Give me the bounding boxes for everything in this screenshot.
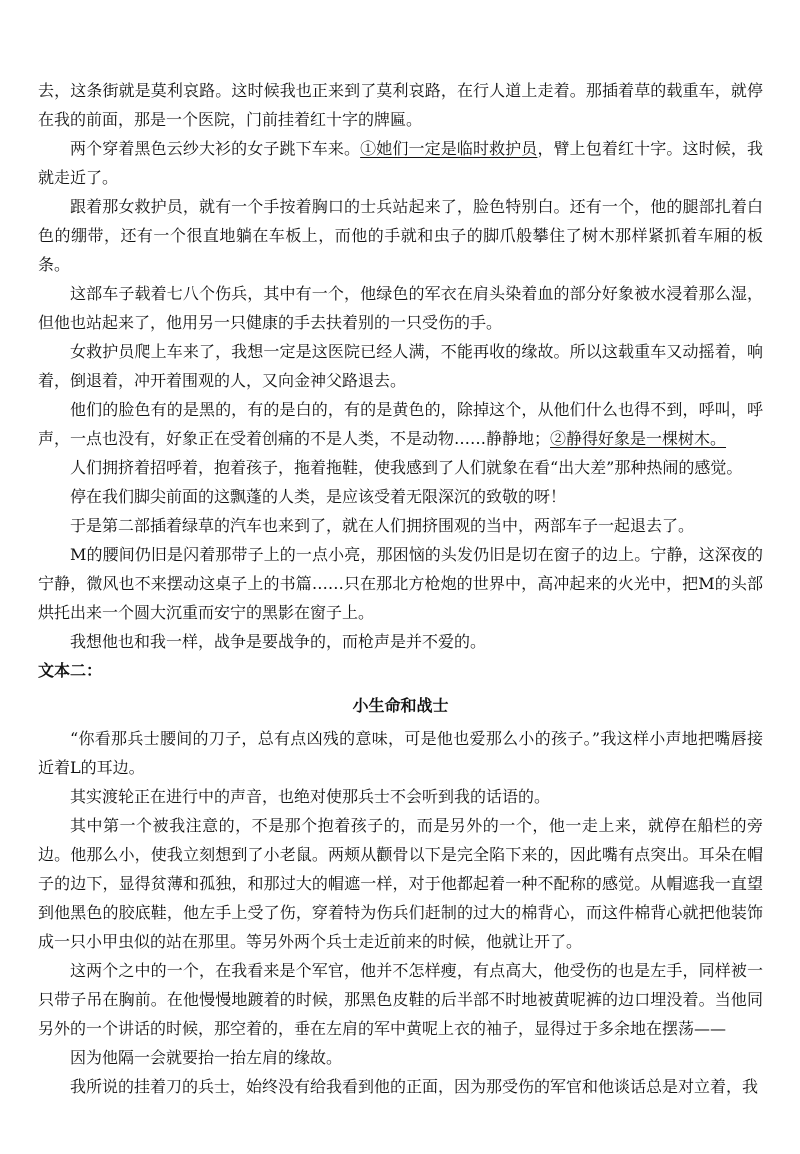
p2-before: 两个穿着黑色云纱大衫的女子跳下车来。: [70, 139, 361, 158]
p6-before: 他们的脸色有的是黑的，有的是白的，有的是黄色的，除掉这个，从他们什么也得不到，呼叫，呼声，一点也没有，好象正在受着创痛的不是人类，不是动物……静静地；: [38, 400, 763, 448]
text1-paragraph-1: 去，这条街就是莫利哀路。这时候我也正来到了莫利哀路，在行人道上走着。那插着草的载重车，就停在我的前面，那是一个医院，门前挂着红十字的牌匾。: [38, 81, 763, 129]
text2-title: 小生命和战士: [352, 696, 449, 715]
text1-paragraph-4: 这部车子载着七八个伤兵，其中有一个，他绿色的军衣在肩头染着血的部分好象被水浸着那么湿，但他也站起来了，他用另一只健康的手去扶着别的一只受伤的手。: [38, 284, 763, 332]
underlined-sentence-2: ②静得好象是一棵树木。: [550, 429, 727, 448]
text1-paragraph-3: 跟着那女救护员，就有一个手按着胸口的士兵站起来了，脸色特别白。还有一个，他的腿部扎着白色的绷带，还有一个很直地躺在车板上，而他的手就和虫子的脚爪般攀住了树木那样紧抓着车厢的板条。: [38, 197, 763, 274]
text1-paragraph-8: 停在我们脚尖前面的这飘蓬的人类，是应该受着无限深沉的致敬的呀！: [70, 487, 567, 506]
underlined-sentence-1: ①她们一定是临时救护员: [360, 139, 538, 158]
document-page: [38, 76, 763, 1101]
text2-paragraph-4: 这两个之中的一个，在我看来是个军官，他并不怎样瘦，有点高大，他受伤的也是左手，同样被一只带子吊在胸前。在他慢慢地踱着的时候，那黑色皮鞋的后半部不时地被黄呢裤的边口埋没着。当他同另外的一个讲话的时候，那空着的，垂在左肩的军中黄呢上衣的袖子，显得过于多余地在摆荡——: [38, 961, 763, 1038]
text2-paragraph-5: 因为他隔一会就要抬一抬左肩的缘故。: [70, 1048, 343, 1067]
text2-label: 文本二：: [38, 661, 103, 680]
text1-paragraph-2: [38, 134, 763, 192]
text2-paragraph-2: 其实渡轮正在进行中的声音，也绝对使那兵士不会听到我的话语的。: [70, 787, 551, 806]
text1-paragraph-5: 女救护员爬上车来了，我想一定是这医院已经人满，不能再收的缘故。所以这载重车又动摇着，响着，倒退着，冲开着围观的人，又向金神父路退去。: [38, 342, 763, 390]
text1-paragraph-7: 人们拥挤着招呼着，抱着孩子，拖着拖鞋，使我感到了人们就象在看“出大差”那种热闹的感觉。: [70, 458, 743, 477]
text1-paragraph-6: [38, 395, 763, 453]
p2-after: ，臂上包着红十字。这时候，我就走近了。: [38, 139, 763, 187]
text1-paragraph-10: M的腰间仍旧是闪着那带子上的一点小亮，那困恼的头发仍旧是切在窗子的边上。宁静，这深夜的宁静，微风也不来摆动这桌子上的书篇……只在那北方枪炮的世界中，高冲起来的火光中，把M的头部烘托出来一个圆大沉重而安宁的黑影在窗子上。: [38, 545, 763, 622]
text2-paragraph-1: “你看那兵士腰间的刀子，总有点凶残的意味，可是他也爱那么小的孩子。”我这样小声地把嘴唇接近着L的耳边。: [38, 729, 763, 777]
text1-paragraph-9: 于是第二部插着绿草的汽车也来到了，就在人们拥挤围观的当中，两部车子一起退去了。: [70, 516, 695, 535]
text2-paragraph-6: 我所说的挂着刀的兵士，始终没有给我看到他的正面，因为那受伤的军官和他谈话总是对立着，我: [70, 1077, 759, 1096]
text2-paragraph-3: 其中第一个被我注意的，不是那个抱着孩子的，而是另外的一个，他一走上来，就停在船栏的旁边。他那么小，使我立刻想到了小老鼠。两颊从颧骨以下是完全陷下来的，因此嘴有点突出。耳朵在帽子的边下，显得贫薄和孤独，和那过大的帽遮一样，对于他都起着一种不配称的感觉。从帽遮我一直望到他黑色的胶底鞋，他左手上受了伤，穿着特为伤兵们赶制的过大的棉背心，而这件棉背心就把他装饰成一只小甲虫似的站在那里。等另外两个兵士走近前来的时候，他就让开了。: [38, 816, 763, 951]
text1-paragraph-11: 我想他也和我一样，战争是要战争的，而枪声是并不爱的。: [70, 632, 487, 651]
